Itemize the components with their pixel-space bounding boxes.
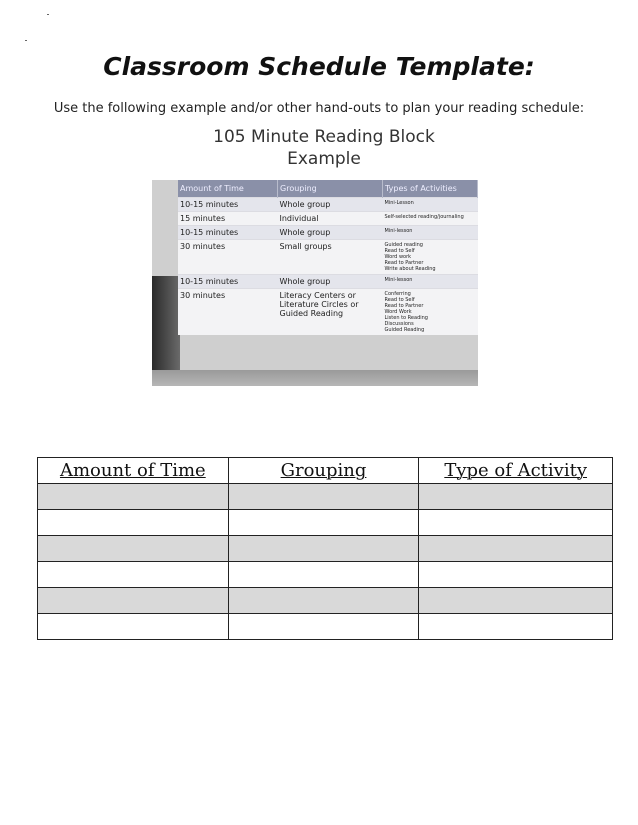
planning-cell-activity[interactable] <box>419 562 613 588</box>
example-photo-shadow-bottom <box>152 370 478 386</box>
planning-cell-time[interactable] <box>38 588 229 614</box>
example-row <box>178 212 478 226</box>
example-activity-item: Mini-lesson <box>384 277 413 283</box>
example-activity-item: Read to Partner <box>384 260 424 266</box>
example-cell-grouping: Whole group <box>278 226 383 240</box>
example-activity-item: Conferring <box>384 291 411 297</box>
planning-cell-grouping[interactable] <box>228 536 419 562</box>
example-row <box>178 275 478 289</box>
example-cell-activities <box>383 226 478 240</box>
planning-row <box>38 614 613 640</box>
planning-row <box>38 510 613 536</box>
example-header-time: Amount of Time <box>178 180 278 198</box>
example-cell-time: 10-15 minutes <box>178 275 278 289</box>
example-header-grouping: Grouping <box>278 180 383 198</box>
example-cell-activities <box>383 240 478 275</box>
planning-cell-activity[interactable] <box>419 536 613 562</box>
planning-header-activity: Type of Activity <box>419 458 613 484</box>
planning-cell-time[interactable] <box>38 536 229 562</box>
example-cell-time: 30 minutes <box>178 240 278 275</box>
example-cell-activities <box>383 275 478 289</box>
planning-cell-grouping[interactable] <box>228 614 419 640</box>
planning-table-body <box>38 484 613 640</box>
example-cell-grouping: Whole group <box>278 198 383 212</box>
example-activity-item: Mini-Lesson <box>384 200 414 206</box>
example-photo <box>152 180 478 386</box>
planning-table <box>37 457 613 640</box>
page-title: Classroom Schedule Template: <box>103 52 535 81</box>
example-table <box>178 180 478 335</box>
example-cell-activities <box>383 289 478 336</box>
example-row <box>178 198 478 212</box>
example-title-line1: 105 Minute Reading Block <box>213 127 435 147</box>
planning-cell-time[interactable] <box>38 510 229 536</box>
example-title-line2: Example <box>287 149 361 169</box>
example-activity-item: Guided reading <box>384 242 423 248</box>
planning-cell-time[interactable] <box>38 614 229 640</box>
planning-header-row <box>38 458 613 484</box>
example-cell-grouping: Individual <box>278 212 383 226</box>
planning-row <box>38 484 613 510</box>
example-activity-item: Word work <box>384 254 412 260</box>
example-cell-time: 15 minutes <box>178 212 278 226</box>
planning-cell-time[interactable] <box>38 562 229 588</box>
planning-row <box>38 588 613 614</box>
example-row <box>178 240 478 275</box>
example-cell-grouping: Whole group <box>278 275 383 289</box>
example-activity-item: Listen to Reading <box>384 315 428 321</box>
scan-speck <box>47 14 49 15</box>
example-activity-item: Read to Self <box>384 297 415 303</box>
planning-header-time: Amount of Time <box>38 458 229 484</box>
example-cell-activities <box>383 212 478 226</box>
planning-cell-grouping[interactable] <box>228 510 419 536</box>
planning-cell-activity[interactable] <box>419 484 613 510</box>
planning-cell-activity[interactable] <box>419 614 613 640</box>
example-activity-item: Read to Self <box>384 248 415 254</box>
example-table-body <box>178 198 478 336</box>
example-activity-item: Self-selected reading/journaling <box>384 214 464 220</box>
example-row <box>178 226 478 240</box>
planning-row <box>38 562 613 588</box>
planning-cell-grouping[interactable] <box>228 588 419 614</box>
example-cell-time: 30 minutes <box>178 289 278 336</box>
planning-cell-activity[interactable] <box>419 510 613 536</box>
example-activity-item: Mini-lesson <box>384 228 413 234</box>
example-cell-activities <box>383 198 478 212</box>
example-image <box>150 126 480 388</box>
example-activity-item: Guided Reading <box>384 327 425 333</box>
example-activity-item: Discussions <box>384 321 414 327</box>
example-header-activities: Types of Activities <box>383 180 478 198</box>
planning-cell-grouping[interactable] <box>228 562 419 588</box>
example-activity-item: Word Work <box>384 309 412 315</box>
example-activity-item: Read to Partner <box>384 303 424 309</box>
example-activity-item: Write about Reading <box>384 266 436 272</box>
example-cell-grouping: Literacy Centers or Literature Circles or Guided Reading <box>278 289 383 336</box>
example-title <box>150 126 498 170</box>
planning-cell-activity[interactable] <box>419 588 613 614</box>
example-row <box>178 289 478 336</box>
planning-cell-time[interactable] <box>38 484 229 510</box>
planning-row <box>38 536 613 562</box>
planning-header-grouping: Grouping <box>228 458 419 484</box>
planning-cell-grouping[interactable] <box>228 484 419 510</box>
example-cell-grouping: Small groups <box>278 240 383 275</box>
instructions-text: Use the following example and/or other hand-outs to plan your reading schedule: <box>53 101 585 116</box>
example-cell-time: 10-15 minutes <box>178 226 278 240</box>
example-cell-time: 10-15 minutes <box>178 198 278 212</box>
scan-speck <box>25 40 27 41</box>
